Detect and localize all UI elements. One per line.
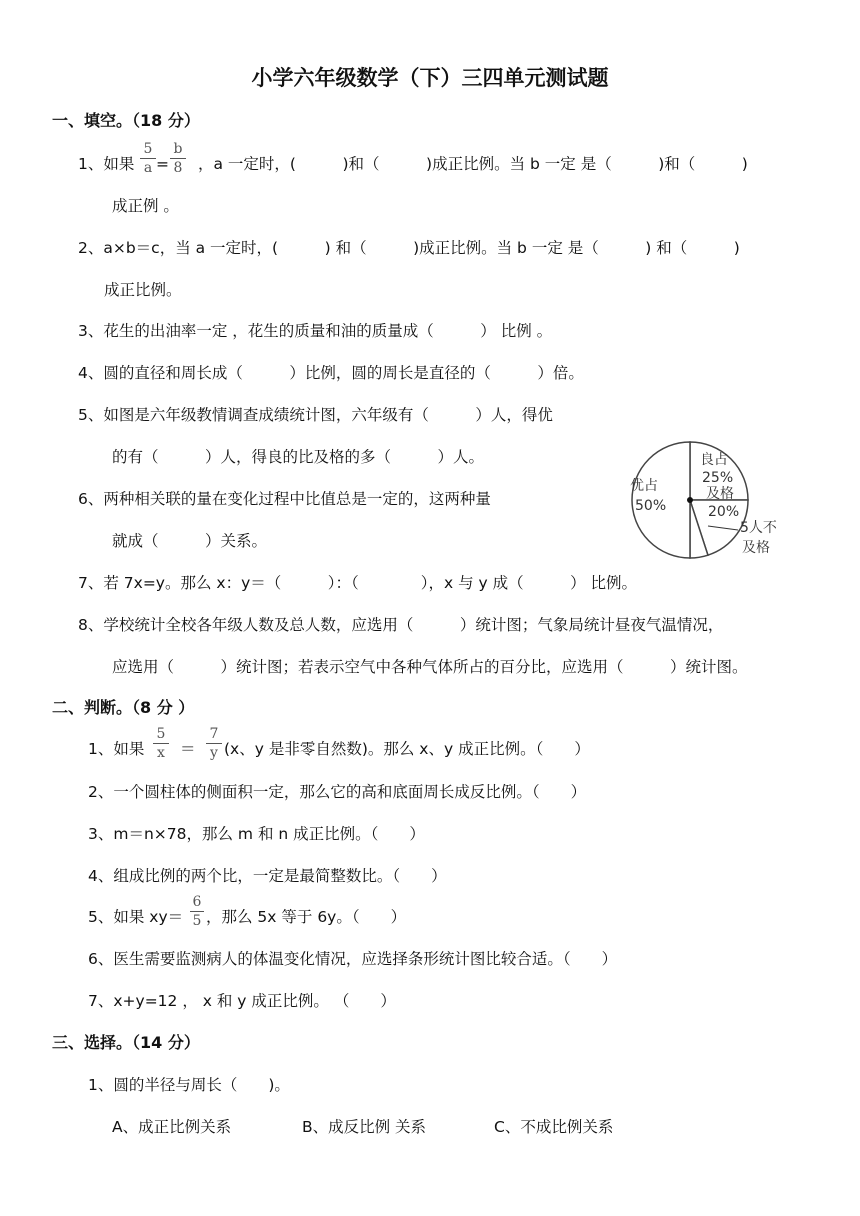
judge-q5-fraction [190,894,204,929]
judge-q1-equals: ＝ [180,740,196,758]
fill-q6-text: 6、两种相关联的量在变化过程中比值总是一定的，这两种量 [78,490,491,508]
pie-label-good: 良占 [700,452,728,468]
section-choice-heading: 三、选择。（14 分） [52,1033,200,1052]
pie-label-fail: 5人不 [740,520,777,536]
fill-q1-continuation: 成正例 。 [112,197,179,215]
fill-q2-text: 2、a×b＝c，当 a 一定时，( ) 和（ )成正比例。当 b 一定 是（ ) 和（ ) [78,239,740,257]
fill-q3-text: 3、花生的出油率一定 ，花生的质量和油的质量成（ ） 比例 。 [78,322,553,340]
fill-q8-text: 8、学校统计全校各年级人数及总人数，应选用（ ）统计图；气象局统计昼夜气温情况， [78,616,724,634]
fraction-numerator: 5 [156,726,166,742]
judge-q1-text: (x、y 是非零自然数)。那么 x、y 成正比例。（ ） [224,740,590,758]
pie-center-dot [687,497,693,503]
fill-q1-fraction-right [170,141,186,176]
pie-value-good: 25% [702,470,734,486]
fraction-numerator: 6 [192,894,202,910]
fraction-numerator: b [173,141,183,157]
judge-q3-text: 3、m＝n×78，那么 m 和 n 成正比例。（ ） [88,825,425,843]
fill-q6-continuation: 就成（ ）关系。 [112,532,268,550]
judge-q4-text: 4、组成比例的两个比，一定是最简整数比。（ ） [88,867,447,885]
fill-q2-continuation: 成正比例。 [104,281,182,299]
fill-q5-text: 5、如图是六年级教情调查成绩统计图，六年级有（ ）人，得优 [78,406,553,424]
pie-label-fail-line2: 及格 [742,540,770,556]
page-title: 小学六年级数学（下）三四单元测试题 [251,66,609,90]
judge-q5-text: ，那么 5x 等于 6y。（ ） [206,908,407,926]
pie-value-excellent: 50% [635,498,667,514]
fill-q1-prefix: 1、如果 [78,155,135,173]
pie-label-pass: 及格 [706,486,734,502]
pie-label-excellent: 优占 [630,478,658,494]
judge-q1-fraction-right [206,726,222,761]
judge-q1-prefix: 1、如果 [88,740,145,758]
fill-q7-text: 7、若 7x=y。那么 x：y＝（ ）：（ ），x 与 y 成（ ） 比例。 [78,574,638,592]
fraction-denominator: 8 [173,160,183,176]
judge-q2-text: 2、一个圆柱体的侧面积一定，那么它的高和底面周长成反比例。（ ） [88,783,587,801]
choice-q1-option-b: B、成反比例 关系 [302,1118,427,1136]
judge-q1-fraction-left [153,726,169,761]
fraction-denominator: y [210,745,218,761]
fraction-numerator: 7 [209,726,219,742]
section-fill-heading: 一、填空。（18 分） [52,111,200,130]
choice-q1-option-a: A、成正比例关系 [112,1118,232,1136]
judge-q7-text: 7、x+y=12 ， x 和 y 成正比例。 （ ） [88,992,396,1010]
grade-pie-chart [600,420,840,570]
choice-q1-option-c: C、不成比例关系 [494,1118,614,1136]
judge-q5-prefix: 5、如果 xy＝ [88,908,184,926]
fraction-denominator: 5 [192,913,202,929]
judge-q6-text: 6、医生需要监测病人的体温变化情况，应选择条形统计图比较合适。（ ） [88,950,618,968]
fraction-numerator: 5 [143,141,153,157]
choice-q1-text: 1、圆的半径与周长（ )。 [88,1076,290,1094]
fraction-denominator: x [157,745,165,761]
pie-value-pass: 20% [708,504,740,520]
fill-q4-text: 4、圆的直径和周长成（ ）比例，圆的周长是直径的（ ）倍。 [78,364,584,382]
fill-q1-text: ，a 一定时，( )和（ )成正比例。当 b 一定 是（ )和（ ) [198,155,748,173]
fraction-denominator: a [143,160,153,176]
fill-q1-fraction-left [140,141,156,176]
section-judge-heading: 二、判断。（8 分 ） [52,698,195,717]
fill-q8-continuation: 应选用（ ）统计图；若表示空气中各种气体所占的百分比，应选用（ ）统计图。 [112,658,748,676]
fill-q1-equals: = [156,155,169,173]
fill-q5-continuation: 的有（ ）人，得良的比及格的多（ ）人。 [112,448,485,466]
